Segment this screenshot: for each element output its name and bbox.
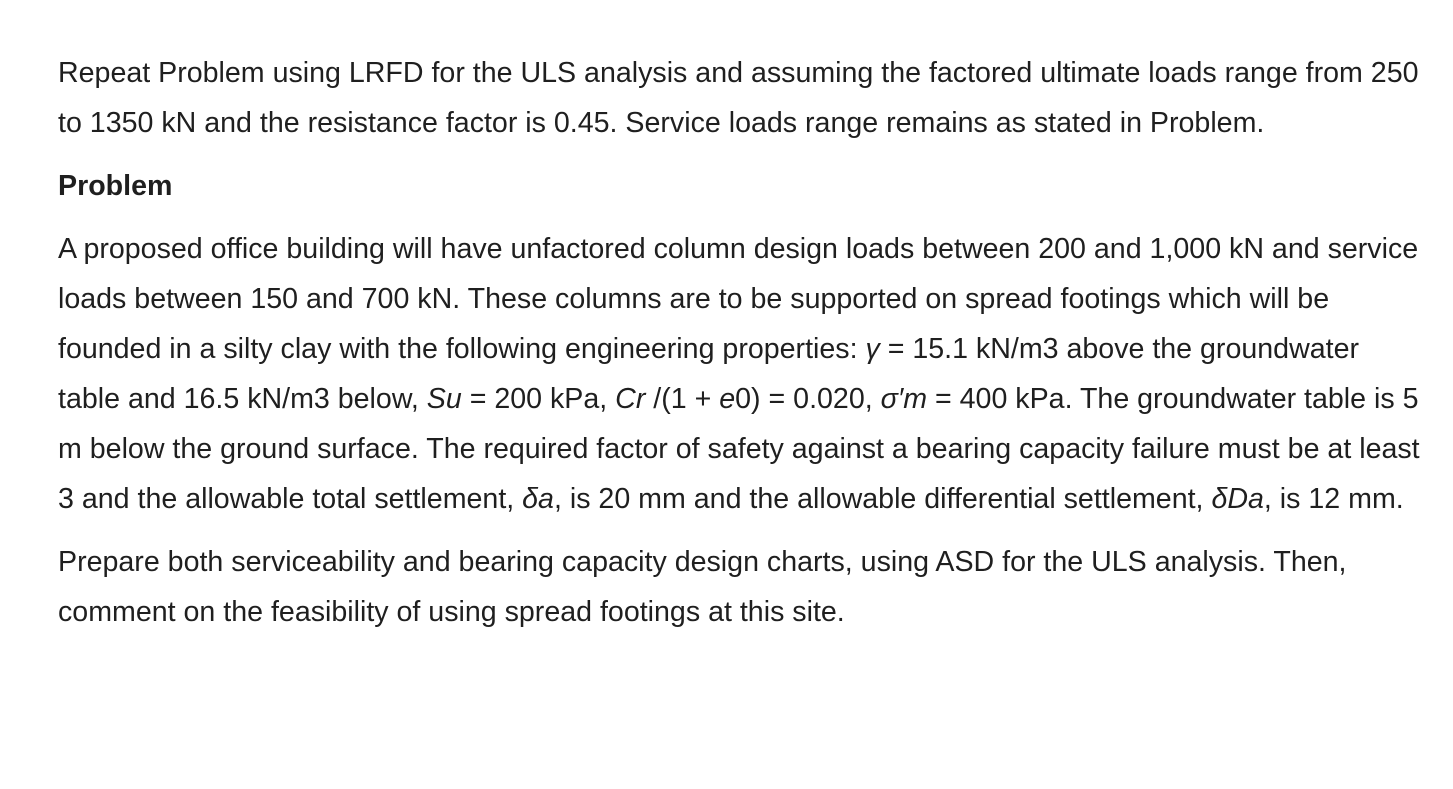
problem-document	[58, 48, 1428, 637]
problem-text-8: , is 12 mm.	[1263, 483, 1404, 515]
problem-text-3: = 200 kPa,	[461, 383, 616, 415]
problem-text-4: /(1 +	[645, 383, 720, 415]
su-symbol: Su	[426, 383, 462, 415]
problem-paragraph	[58, 224, 1428, 524]
problem-heading: Problem	[58, 170, 173, 202]
intro-paragraph: Repeat Problem using LRFD for the ULS analysis and assuming the factored ultimate loads range from 250 to 1350 kN and the resistance factor is 0.45. Service loads range remains as stated in Problem.	[58, 57, 1419, 139]
gamma-symbol: γ	[865, 333, 880, 365]
problem-text-5: 0) = 0.020,	[735, 383, 881, 415]
problem-text-6: = 400 kPa. The groundwater table is 5 m below the ground surface. The required factor of safety against a bearing capacity failure must be at least 3 and the allowable total settlement,	[58, 383, 1420, 515]
problem-text-7: , is 20 mm and the allowable differential settlement,	[553, 483, 1212, 515]
sigma-symbol: σ′m	[880, 383, 928, 415]
problem-text-1: A proposed office building will have unfactored column design loads between 200 and 1,000 kN and service loads between 150 and 700 kN. These columns are to be supported on spread footings which will be founded in a silty clay with the following engineering properties:	[58, 233, 1419, 365]
delta-da-symbol: δDa	[1211, 483, 1264, 515]
cr-symbol: Cr	[615, 383, 646, 415]
problem-text-2: = 15.1 kN/m3 above the groundwater table and 16.5 kN/m3 below,	[58, 333, 1359, 415]
closing-paragraph: Prepare both serviceability and bearing capacity design charts, using ASD for the ULS analysis. Then, comment on the feasibility of using spread footings at this site.	[58, 546, 1347, 628]
delta-a-symbol: δa	[522, 483, 554, 515]
e-symbol: e	[719, 383, 736, 415]
